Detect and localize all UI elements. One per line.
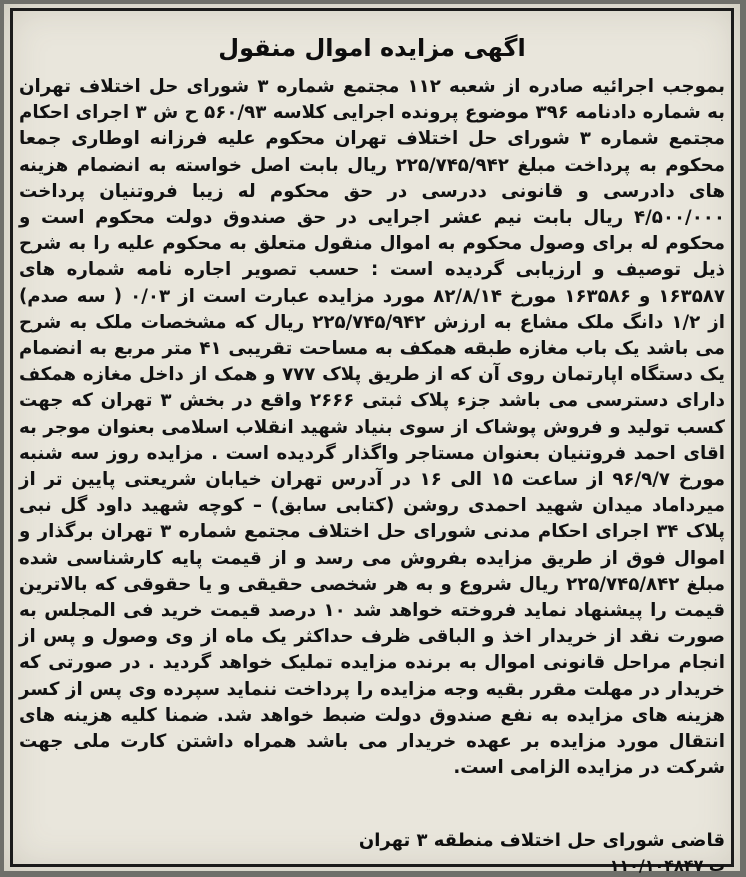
notice-title: اگهی مزایده اموال منقول (218, 34, 526, 62)
notice-body: بموجب اجرائیه صادره از شعبه ۱۱۲ مجتمع شماره ۳ شورای حل اختلاف تهران به شماره دادنامه ۳۹۶ موضوع پرونده اجرایی کلاسه ۵۶۰/۹۳ ح ش ۳ اجرای احکام مجتمع شماره ۳ شورای حل اختلاف تهران محکوم علیه فرزانه اوطاری جمعا محکوم به پرداخت مبلغ ۲۲۵/۷۴۵/۹۴۲ ریال بابت اصل خواسته به انضمام هزینه های دادرسی و قانونی ددرسی در حق محکوم له زیبا فروتنیان پرداخت ۴/۵۰۰/۰۰۰ ریال بابت نیم عشر اجرایی در حق صندوق دولت محکوم است و محکوم له برای وصول محکوم به اموال منقول متعلق به محکوم علیه را به شرح ذیل توصیف و ارزیابی گردیده است : حسب تصویر اجاره نامه شماره های ۱۶۳۵۸۷ و ۱۶۳۵۸۶ مورخ ۸۲/۸/۱۴ مورد مزایده عبارت است از ۰/۰۳ ( سه صدم) از ۱/۲ دانگ ملک مشاع به ارزش ۲۲۵/۷۴۵/۹۴۲ ریال که مشخصات ملک به شرح می باشد یک باب مغازه طبقه همکف به مساحت تقریبی ۴۱ متر مربع به انضمام یک دستگاه اپارتمان روی آن که از طریق پلاک ۷۷۷ و همک از داخل مغازه همکف دارای دسترسی می باشد جزء پلاک ثبتی ۲۶۶۶ واقع در بخش ۳ تهران که جهت کسب تولید و فروش پوشاک از سوی بنیاد شهید انقلاب اسلامی بعنوان موجر به اقای احمد فروتنیان بعنوان مستاجر واگذار گردیده است . مزایده روز سه شنبه مورخ ۹۶/۹/۷ از ساعت ۱۵ الی ۱۶ در آدرس تهران خیابان شریعتی پایین تر از میرداماد میدان شهید احمدی روشن (کتابی سابق) – کوچه شهید داود گل نبی پلاک ۳۴ اجرای احکام مدنی شورای حل اختلاف مجتمع شماره ۳ تهران برگذار و اموال فوق از طریق مزایده بفروش می رسد و از قیمت پایه کارشناسی شده مبلغ ۲۲۵/۷۴۵/۸۴۲ ریال شروع و به هر شخصی حقیقی و یا حقوقی که بالاترین قیمت را پیشنهاد نماید فروخته خواهد شد ۱۰ درصد قیمت خرید فی المجلس به صورت نقد از خریدار اخذ و الباقی ظرف حداکثر یک ماه از وی وصول و پس از انجام مراحل قانونی اموال به برنده مزایده تملیک خواهد گردید . در صورتی که خریدار در مهلت مقرر بقیه وجه مزایده را پرداخت ننماید سپرده وی پس از کسر هزینه های مزایده به نفع صندوق دولت ضبط خواهد شد. ضمنا کلیه هزینه های انتقال مورد مزایده بر عهده خریدار می باشد همراه داشتن کارت ملی جهت شرکت در مزایده الزامی است. (19, 76, 726, 779)
notice-code: ۱۱۰/۱۰۴۸۴۷ ت (609, 856, 725, 875)
judge-signature: قاضی شورای حل اختلاف منطقه ۳ تهران (358, 830, 725, 851)
newspaper-clipping (4, 4, 740, 875)
